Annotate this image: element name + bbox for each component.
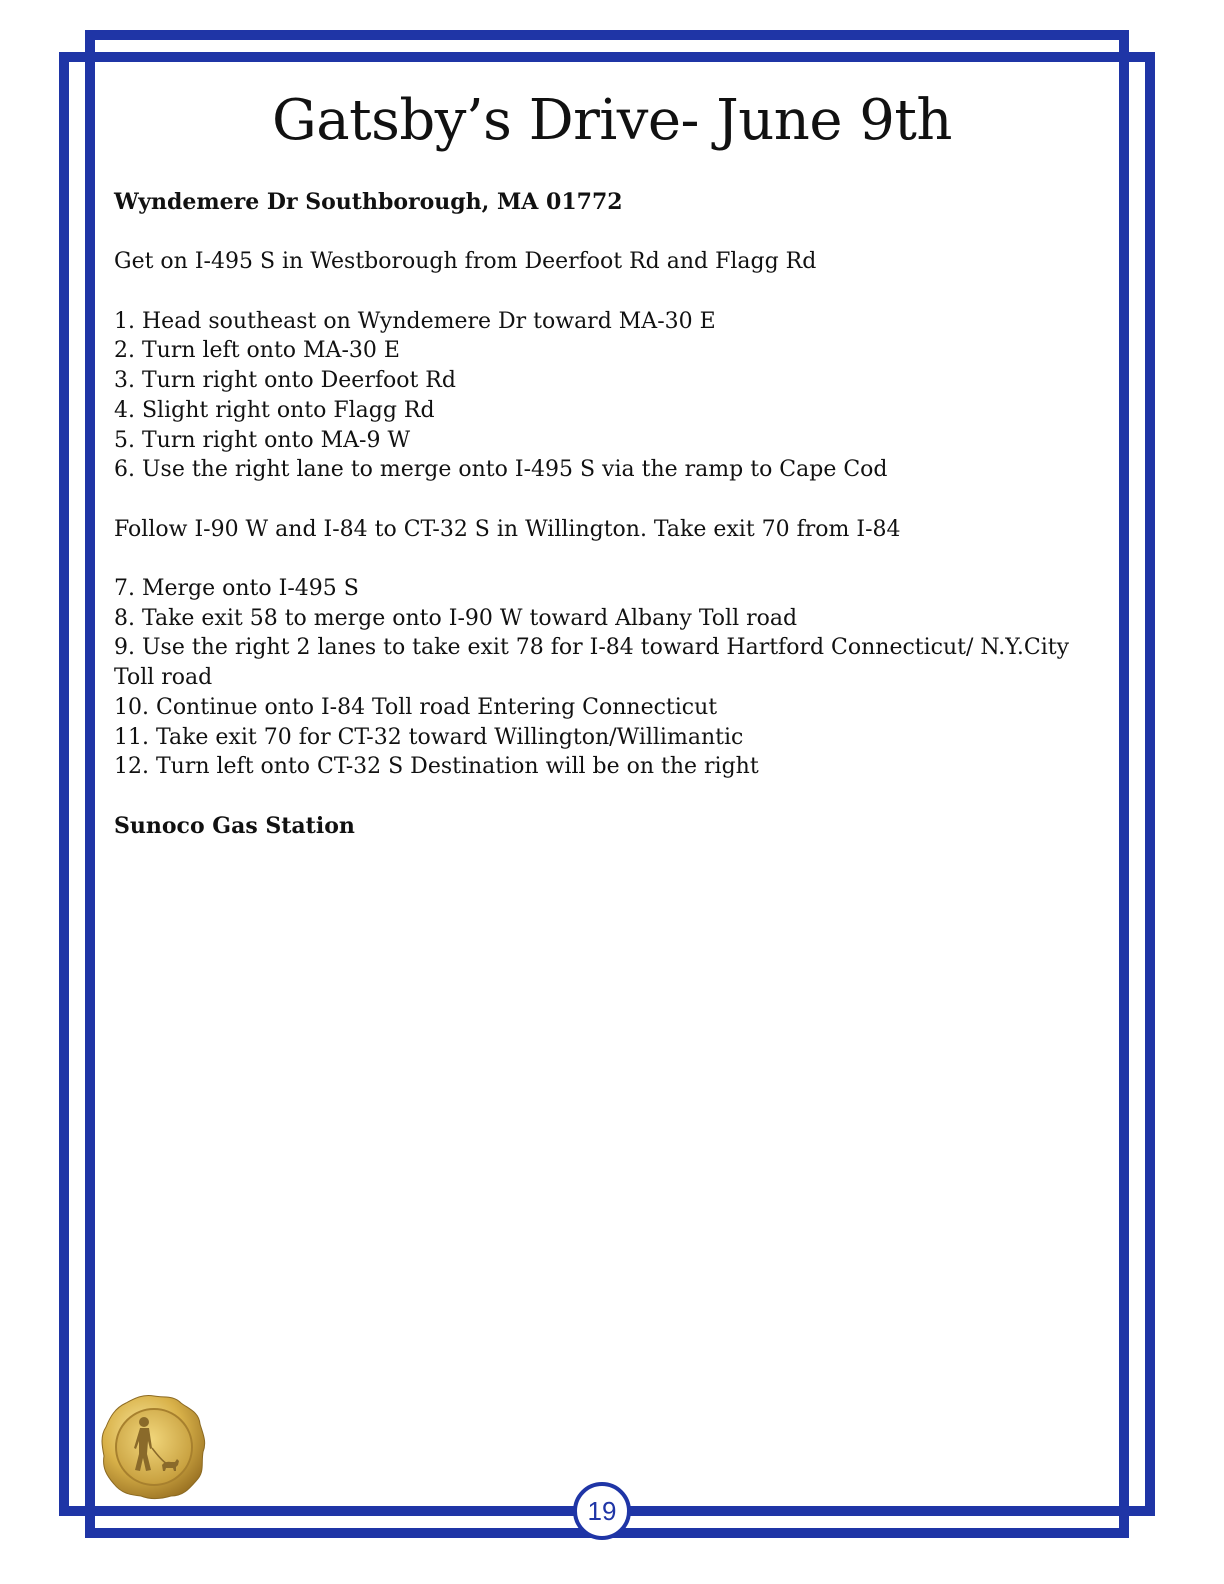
direction-step: 8. Take exit 58 to merge onto I-90 W toward Albany Toll road: [114, 605, 798, 631]
direction-steps: [114, 574, 1074, 782]
direction-step: 1. Head southeast on Wyndemere Dr toward MA-30 E: [114, 308, 716, 334]
direction-step: 9. Use the right 2 lanes to take exit 78 for I-84 toward Hartford Connecticut/ N.Y.City Toll road: [114, 635, 1070, 691]
page-number: 19: [573, 1482, 631, 1540]
direction-step: 2. Turn left onto MA-30 E: [114, 338, 400, 364]
direction-step: 4. Slight right onto Flagg Rd: [114, 397, 435, 423]
direction-step: 6. Use the right lane to merge onto I-495 S via the ramp to Cape Cod: [114, 457, 888, 483]
direction-step: 12. Turn left onto CT-32 S Destination will be on the right: [114, 754, 759, 780]
direction-step: 5. Turn right onto MA-9 W: [114, 427, 411, 453]
section-heading: Follow I-90 W and I-84 to CT-32 S in Willington. Take exit 70 from I-84: [114, 516, 901, 542]
direction-step: 11. Take exit 70 for CT-32 toward Willington/Willimantic: [114, 724, 744, 750]
page-title: Gatsby’s Drive- June 9th: [272, 88, 952, 153]
direction-step: 10. Continue onto I-84 Toll road Entering Connecticut: [114, 694, 718, 720]
destination: Sunoco Gas Station: [114, 812, 355, 839]
direction-step: 3. Turn right onto Deerfoot Rd: [114, 368, 456, 394]
direction-steps: [114, 307, 1074, 485]
wax-seal-walker-with-dog-icon: [99, 1392, 209, 1502]
start-address: Wyndemere Dr Southborough, MA 01772: [114, 189, 623, 215]
directions-content: [114, 188, 1074, 841]
section-heading: Get on I-495 S in Westborough from Deerfoot Rd and Flagg Rd: [114, 249, 817, 275]
direction-step: 7. Merge onto I-495 S: [114, 576, 359, 602]
